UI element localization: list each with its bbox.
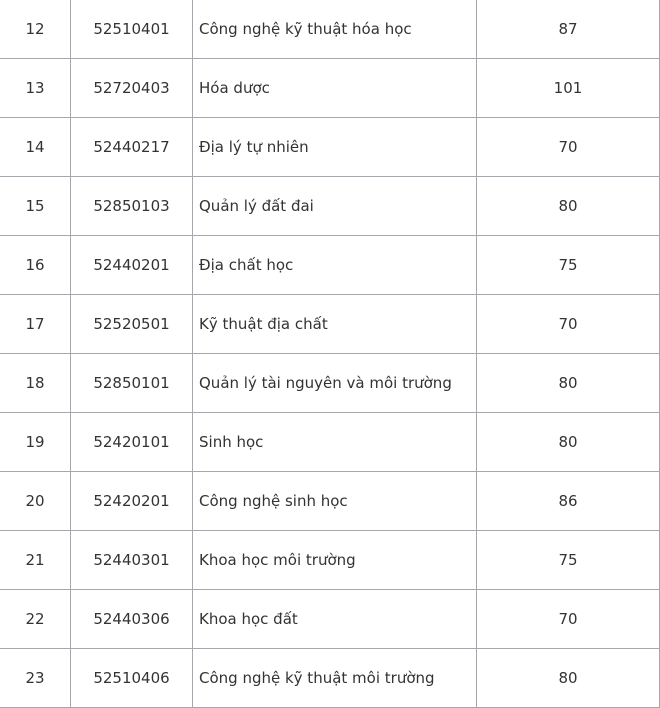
row-number: 20 [0, 472, 71, 531]
program-quota: 80 [477, 177, 660, 236]
row-number: 14 [0, 118, 71, 177]
program-code: 52420201 [71, 472, 193, 531]
program-name: Sinh học [193, 413, 477, 472]
program-quota: 70 [477, 590, 660, 649]
row-number: 19 [0, 413, 71, 472]
program-quota: 86 [477, 472, 660, 531]
table-row [0, 472, 660, 531]
program-quota: 75 [477, 531, 660, 590]
program-code: 52850103 [71, 177, 193, 236]
program-code: 52720403 [71, 59, 193, 118]
program-name: Công nghệ kỹ thuật môi trường [193, 649, 477, 708]
table-row [0, 236, 660, 295]
table-row [0, 590, 660, 649]
row-number: 13 [0, 59, 71, 118]
program-code: 52420101 [71, 413, 193, 472]
row-number: 22 [0, 590, 71, 649]
program-name: Khoa học môi trường [193, 531, 477, 590]
program-code: 52440201 [71, 236, 193, 295]
program-code: 52510406 [71, 649, 193, 708]
program-quota: 75 [477, 236, 660, 295]
program-code: 52440217 [71, 118, 193, 177]
program-code: 52510401 [71, 0, 193, 59]
program-name: Hóa dược [193, 59, 477, 118]
table-row [0, 295, 660, 354]
table-row [0, 118, 660, 177]
program-code: 52440301 [71, 531, 193, 590]
program-name: Quản lý đất đai [193, 177, 477, 236]
row-number: 15 [0, 177, 71, 236]
table-row [0, 177, 660, 236]
program-quota: 70 [477, 118, 660, 177]
program-quota: 87 [477, 0, 660, 59]
row-number: 21 [0, 531, 71, 590]
table-row [0, 59, 660, 118]
row-number: 17 [0, 295, 71, 354]
program-quota: 80 [477, 354, 660, 413]
program-quota: 80 [477, 413, 660, 472]
table-row [0, 531, 660, 590]
program-name: Địa lý tự nhiên [193, 118, 477, 177]
table-row [0, 413, 660, 472]
program-name: Công nghệ kỹ thuật hóa học [193, 0, 477, 59]
program-name: Quản lý tài nguyên và môi trường [193, 354, 477, 413]
table-row [0, 649, 660, 708]
table-row [0, 0, 660, 59]
row-number: 23 [0, 649, 71, 708]
program-code: 52520501 [71, 295, 193, 354]
program-code: 52850101 [71, 354, 193, 413]
row-number: 18 [0, 354, 71, 413]
program-quota: 70 [477, 295, 660, 354]
program-name: Công nghệ sinh học [193, 472, 477, 531]
program-quota: 80 [477, 649, 660, 708]
table-row [0, 354, 660, 413]
program-name: Địa chất học [193, 236, 477, 295]
row-number: 16 [0, 236, 71, 295]
program-code: 52440306 [71, 590, 193, 649]
program-name: Kỹ thuật địa chất [193, 295, 477, 354]
row-number: 12 [0, 0, 71, 59]
program-quota: 101 [477, 59, 660, 118]
program-name: Khoa học đất [193, 590, 477, 649]
